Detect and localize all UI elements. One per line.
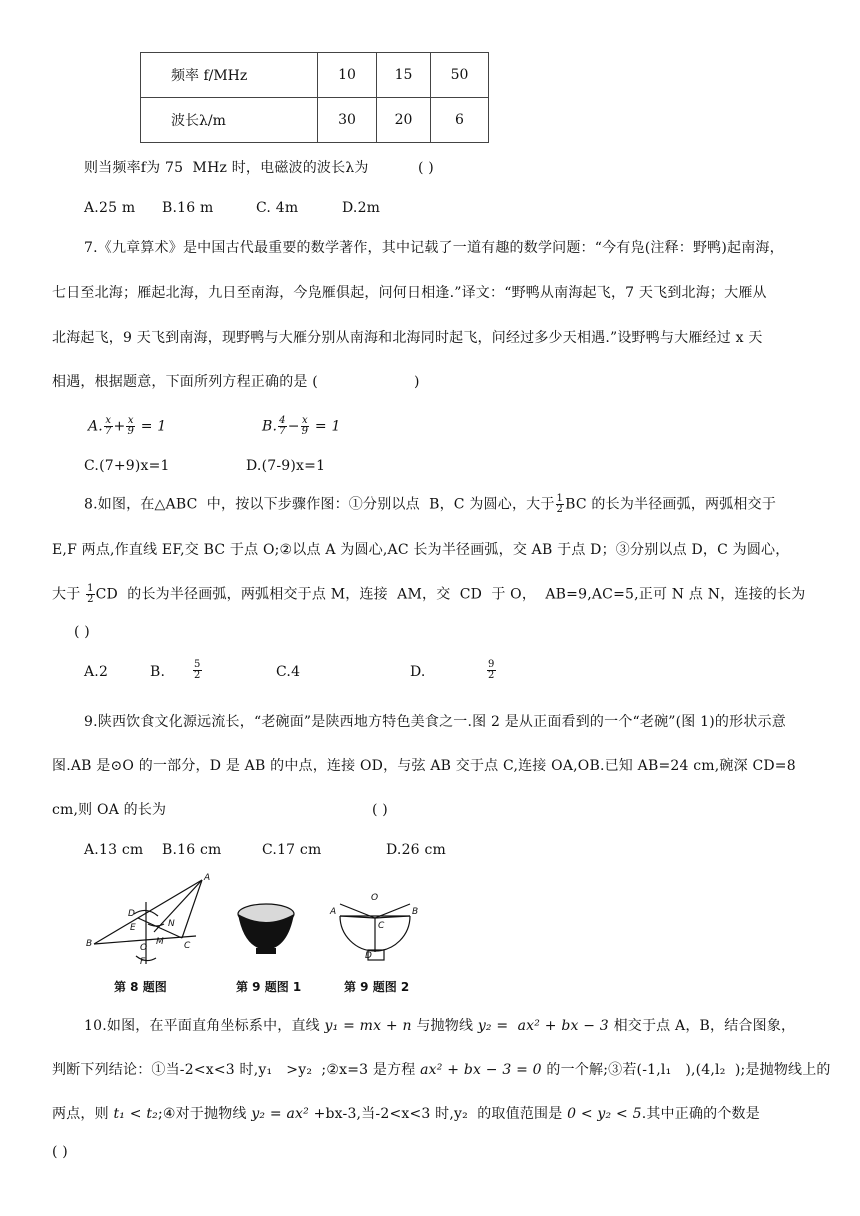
q10-line-3-text-c: +bx-3,当-2<x<3 时,y₂ 的取值范围是 xyxy=(313,1106,563,1122)
fraction-one-half xyxy=(556,494,565,515)
edge-ac xyxy=(182,880,202,938)
q8-answer-paren: ( ) xyxy=(74,624,90,640)
table-cell: 6 xyxy=(431,98,489,143)
fraction-numerator: 5 xyxy=(194,659,201,670)
table-cell: 20 xyxy=(377,98,431,143)
q10-line-1 xyxy=(84,1016,795,1036)
fraction-numerator: 1 xyxy=(556,493,564,504)
edge-am xyxy=(154,880,202,932)
q6-option-b: B.16 m xyxy=(162,200,214,216)
label-o: O xyxy=(371,893,379,903)
label-c: C xyxy=(184,941,191,951)
q6-stem-text: 则当频率f为 75 MHz 时，电磁波的波长λ为 xyxy=(84,160,369,176)
fraction-numerator: 4 xyxy=(279,415,286,426)
fraction-denominator: 7 xyxy=(279,426,286,437)
fraction-denominator: 2 xyxy=(488,670,495,681)
q8-option-d-label: D. xyxy=(410,664,426,680)
table-cell: 30 xyxy=(318,98,377,143)
fraction-numerator: x xyxy=(302,415,308,426)
q7-answer-paren: ) xyxy=(414,374,420,390)
label-n: N xyxy=(168,919,175,929)
fraction xyxy=(104,416,113,437)
q8-option-a: A.2 xyxy=(84,664,109,680)
q9-answer-paren: ( ) xyxy=(372,802,388,818)
fraction-denominator: 2 xyxy=(556,504,564,515)
q6-answer-paren: ( ) xyxy=(418,160,434,176)
q7-option-a-label: A. xyxy=(88,418,103,435)
q8-option-b-fraction xyxy=(192,660,203,681)
table-row-header: 频率 f/MHz xyxy=(141,53,318,98)
label-f: F xyxy=(140,957,146,966)
q10-answer-paren: ( ) xyxy=(52,1144,68,1160)
q7-line-4-text: 相遇，根据题意，下面所列方程正确的是 ( xyxy=(52,374,318,390)
figure-caption-q9-2: 第 9 题图 2 xyxy=(344,980,410,994)
label-a: A xyxy=(204,873,211,883)
q7-line-1: 7.《九章算术》是中国古代最重要的数学著作，其中记载了一道有趣的数学问题：“今有凫(注释：野鸭)起南海， xyxy=(84,240,784,256)
table-row xyxy=(141,98,489,143)
q9-line-3: cm,则 OA 的长为 xyxy=(52,802,167,818)
q8-option-b-label: B. xyxy=(150,664,166,680)
edge-dc xyxy=(138,918,182,938)
q6-option-d: D.2m xyxy=(342,200,381,216)
q8-line-1-text-b: BC 的长为半径画弧，两弧相交于 xyxy=(565,496,777,513)
table-row xyxy=(141,53,489,98)
plus-sign: + xyxy=(113,418,126,435)
table-row-header: 波长λ/m xyxy=(141,98,318,143)
q9-option-b: B.16 cm xyxy=(162,842,222,858)
q7-option-a xyxy=(88,416,166,437)
fraction-denominator: 2 xyxy=(194,670,201,681)
q10-line-equation: y₁ = mx + n xyxy=(324,1018,412,1034)
q7-line-3: 北海起飞，9 天飞到南海，现野鸭与大雁分别从南海和北海同时起飞，问经过多少天相遇.”设野鸭与大雁经过 x 天 xyxy=(52,330,763,346)
q7-option-c: C.(7+9)x=1 xyxy=(84,458,170,474)
fraction xyxy=(278,416,287,437)
fraction-denominator: 9 xyxy=(127,426,135,437)
q10-line-3-text-a: 两点，则 xyxy=(52,1106,109,1122)
q7-option-b-label: B. xyxy=(262,418,278,435)
label-o: O xyxy=(140,943,148,953)
q10-line-3-text-b: ;④对于抛物线 xyxy=(157,1106,247,1122)
fraction-denominator: 7 xyxy=(104,426,112,437)
table-cell: 50 xyxy=(431,53,489,98)
q7-option-a-rhs: = 1 xyxy=(140,418,167,435)
q10-inequality-t: t₁ < t₂ xyxy=(113,1106,158,1122)
q8-point-labels xyxy=(86,873,210,966)
bowl-photo xyxy=(238,904,294,954)
figures-strip xyxy=(84,866,444,966)
label-d: D xyxy=(365,951,372,961)
q8-line-2: E,F 两点,作直线 EF,交 BC 于点 O;②以点 A 为圆心,AC 长为半径画弧，交 AB 于点 D；③分别以点 D，C 为圆心， xyxy=(52,542,790,558)
q9-line-1: 9.陕西饮食文化源远流长，“老碗面”是陕西地方特色美食之一.图 2 是从正面看到的一个“老碗”(图 1)的形状示意 xyxy=(84,714,786,730)
fraction-denominator: 2 xyxy=(87,594,94,605)
q8-line-3 xyxy=(52,584,805,605)
q10-line-1-text-b: 与抛物线 xyxy=(416,1018,474,1034)
q10-line-1-text-c: 相交于点 A，B，结合图象， xyxy=(613,1018,796,1034)
minus-sign: − xyxy=(287,418,300,435)
table-cell: 15 xyxy=(377,53,431,98)
q10-quadratic-equation: ax² + bx − 3 = 0 xyxy=(420,1062,542,1078)
fraction-denominator: 9 xyxy=(301,426,309,437)
bowl-diagram xyxy=(340,904,410,960)
q9-option-c: C.17 cm xyxy=(262,842,322,858)
table-cell: 10 xyxy=(318,53,377,98)
q7-option-b xyxy=(262,416,341,437)
edge-ba xyxy=(94,880,202,944)
frequency-wavelength-table xyxy=(140,52,489,143)
q10-parabola-equation: y₂ = ax² + bx − 3 xyxy=(477,1018,609,1034)
q10-line-2 xyxy=(52,1060,831,1080)
fraction-one-half xyxy=(86,584,95,605)
label-m: M xyxy=(156,937,164,947)
q9-line-2: 图.AB 是⊙O 的一部分，D 是 AB 的中点，连接 OD，与弦 AB 交于点 C,连接 OA,OB.已知 AB=24 cm,碗深 CD=8 xyxy=(52,758,796,774)
q10-line-3-text-d: .其中正确的个数是 xyxy=(641,1106,760,1122)
figure-caption-q8: 第 8 题图 xyxy=(114,980,167,994)
q10-line-3 xyxy=(52,1104,760,1124)
q8-triangle-figure xyxy=(94,880,202,964)
q7-line-4 xyxy=(52,372,318,392)
label-d: D xyxy=(128,909,135,919)
q7-line-2: 七日至北海；雁起北海，九日至南海，今凫雁俱起，问何日相逢.”译文：“野鸭从南海起飞，7 天飞到北海；大雁从 xyxy=(52,285,767,301)
q6-option-a: A.25 m xyxy=(84,200,136,216)
q8-line-1-text-a: 8.如图，在△ABC 中，按以下步骤作图：①分别以点 B，C 为圆心，大于 xyxy=(84,496,555,513)
q8-line-3-text-b: CD 的长为半径画弧，两弧相交于点 M，连接 AM，交 CD 于 O， AB=9,AC=5,正可 N 点 N，连接的长为 xyxy=(95,586,806,603)
q10-line-1-text-a: 10.如图，在平面直角坐标系中，直线 xyxy=(84,1018,320,1034)
q10-range-inequality: 0 < y₂ < 5 xyxy=(567,1106,642,1122)
q9-option-d: D.26 cm xyxy=(386,842,446,858)
fraction-numerator: 9 xyxy=(488,659,495,670)
q8-line-3-text-a: 大于 xyxy=(52,586,81,603)
q7-option-d: D.(7-9)x=1 xyxy=(246,458,326,474)
q8-option-b xyxy=(150,662,165,682)
figure-caption-q9-1: 第 9 题图 1 xyxy=(236,980,302,994)
label-b: B xyxy=(86,939,93,949)
fraction xyxy=(487,660,496,681)
bowl-base xyxy=(256,948,276,954)
q8-option-c: C.4 xyxy=(276,664,301,680)
q10-line-2-text-a: 判断下列结论：①当-2<x<3 时,y₁ >y₂ ;②x=3 是方程 xyxy=(52,1062,416,1078)
fraction-numerator: x xyxy=(105,415,112,426)
label-b: B xyxy=(412,907,419,917)
q9-option-a: A.13 cm xyxy=(84,842,144,858)
q6-option-c: C. 4m xyxy=(256,200,299,216)
q8-option-d-fraction xyxy=(486,660,497,681)
fraction xyxy=(301,416,310,437)
q6-stem xyxy=(84,158,369,178)
q10-parabola-equation-short: y₂ = ax² xyxy=(251,1106,309,1122)
fraction-numerator: 1 xyxy=(87,583,94,594)
label-e: E xyxy=(130,923,136,933)
q8-line-1 xyxy=(84,494,776,515)
q7-option-b-rhs: = 1 xyxy=(314,418,341,435)
fraction xyxy=(193,660,202,681)
fraction-numerator: x xyxy=(127,415,134,426)
label-c: C xyxy=(378,921,385,931)
fraction xyxy=(126,416,135,437)
q8-option-d xyxy=(410,662,426,682)
q10-line-2-text-b: 的一个解;③若(-1,l₁ ),(4,l₂ );是抛物线上的 xyxy=(546,1062,831,1078)
label-a: A xyxy=(330,907,337,917)
